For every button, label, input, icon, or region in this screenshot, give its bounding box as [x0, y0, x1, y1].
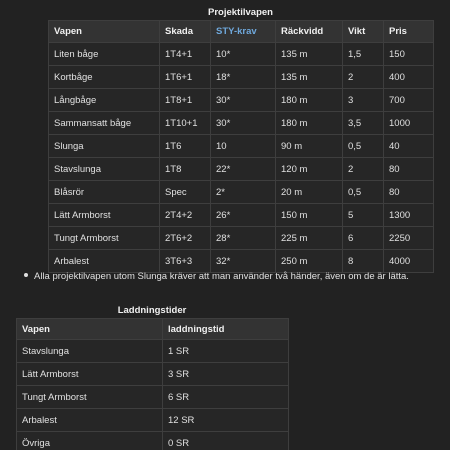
vapen-cell: Arbalest: [17, 409, 163, 432]
skada-cell: 1T6: [160, 135, 211, 158]
table-row: [49, 89, 434, 112]
laddningstid-cell: 6 SR: [163, 386, 289, 409]
vikt-cell: 3: [343, 89, 384, 112]
sty-krav-cell: 32*: [211, 250, 276, 273]
vapen-cell: Liten båge: [49, 43, 160, 66]
laddningstid-cell: 0 SR: [163, 432, 289, 450]
rackvidd-cell: 135 m: [276, 66, 343, 89]
vapen-cell: Tungt Armborst: [49, 227, 160, 250]
table-row: [17, 386, 289, 409]
rackvidd-cell: 225 m: [276, 227, 343, 250]
col-header-skada: Skada: [160, 21, 211, 43]
rackvidd-cell: 250 m: [276, 250, 343, 273]
sty-krav-cell: 30*: [211, 89, 276, 112]
pris-cell: 2250: [384, 227, 434, 250]
sty-krav-cell: 10: [211, 135, 276, 158]
vikt-cell: 3,5: [343, 112, 384, 135]
table-row: [49, 181, 434, 204]
vapen-cell: Stavslunga: [49, 158, 160, 181]
table-row: [17, 432, 289, 450]
sty-krav-cell: 30*: [211, 112, 276, 135]
vikt-cell: 2: [343, 66, 384, 89]
rackvidd-cell: 120 m: [276, 158, 343, 181]
laddningstid-cell: 12 SR: [163, 409, 289, 432]
sty-krav-cell: 10*: [211, 43, 276, 66]
rackvidd-cell: 20 m: [276, 181, 343, 204]
col-header-vapen: Vapen: [49, 21, 160, 43]
weapons-header-row: [49, 21, 434, 43]
col-header-pris: Pris: [384, 21, 434, 43]
weapons-table-caption: Projektilvapen: [208, 7, 273, 18]
reload-table: [16, 318, 289, 450]
vikt-cell: 8: [343, 250, 384, 273]
pris-cell: 80: [384, 181, 434, 204]
table-row: [49, 250, 434, 273]
laddningstid-cell: 1 SR: [163, 340, 289, 363]
table-row: [17, 363, 289, 386]
table-row: [17, 340, 289, 363]
pris-cell: 700: [384, 89, 434, 112]
vikt-cell: 0,5: [343, 135, 384, 158]
table-row: [49, 204, 434, 227]
table-row: [17, 409, 289, 432]
col-header-sty-krav[interactable]: STY-krav: [211, 21, 276, 43]
note-text: Alla projektilvapen utom Slunga kräver att man använder två händer, även om de är lätta.: [34, 271, 409, 282]
rackvidd-cell: 150 m: [276, 204, 343, 227]
pris-cell: 80: [384, 158, 434, 181]
skada-cell: 2T6+2: [160, 227, 211, 250]
col-header-vapen: Vapen: [17, 319, 163, 340]
sty-krav-cell: 26*: [211, 204, 276, 227]
skada-cell: 1T6+1: [160, 66, 211, 89]
skada-cell: 1T8+1: [160, 89, 211, 112]
col-header-vikt: Vikt: [343, 21, 384, 43]
vapen-cell: Blåsrör: [49, 181, 160, 204]
vapen-cell: Lätt Armborst: [49, 204, 160, 227]
skada-cell: 1T10+1: [160, 112, 211, 135]
vikt-cell: 6: [343, 227, 384, 250]
sty-krav-cell: 18*: [211, 66, 276, 89]
vapen-cell: Kortbåge: [49, 66, 160, 89]
bullet-icon: [24, 273, 28, 277]
vikt-cell: 1,5: [343, 43, 384, 66]
vapen-cell: Sammansatt båge: [49, 112, 160, 135]
table-row: [49, 66, 434, 89]
vapen-cell: Arbalest: [49, 250, 160, 273]
reload-header-row: [17, 319, 289, 340]
pris-cell: 4000: [384, 250, 434, 273]
skada-cell: 2T4+2: [160, 204, 211, 227]
vikt-cell: 5: [343, 204, 384, 227]
table-row: [49, 227, 434, 250]
table-row: [49, 43, 434, 66]
pris-cell: 1000: [384, 112, 434, 135]
table-row: [49, 135, 434, 158]
rackvidd-cell: 90 m: [276, 135, 343, 158]
pris-cell: 1300: [384, 204, 434, 227]
vapen-cell: Tungt Armborst: [17, 386, 163, 409]
pris-cell: 150: [384, 43, 434, 66]
col-header-rackvidd: Räckvidd: [276, 21, 343, 43]
pris-cell: 400: [384, 66, 434, 89]
weapons-table: [48, 20, 434, 273]
vapen-cell: Övriga: [17, 432, 163, 450]
pris-cell: 40: [384, 135, 434, 158]
col-header-laddningstid: laddningstid: [163, 319, 289, 340]
skada-cell: Spec: [160, 181, 211, 204]
rackvidd-cell: 180 m: [276, 89, 343, 112]
sty-krav-cell: 28*: [211, 227, 276, 250]
note-item: [24, 271, 409, 282]
table-row: [49, 112, 434, 135]
vapen-cell: Långbåge: [49, 89, 160, 112]
vikt-cell: 2: [343, 158, 384, 181]
skada-cell: 1T8: [160, 158, 211, 181]
skada-cell: 1T4+1: [160, 43, 211, 66]
vikt-cell: 0,5: [343, 181, 384, 204]
reload-table-caption: Laddningstider: [117, 305, 187, 316]
vapen-cell: Stavslunga: [17, 340, 163, 363]
rackvidd-cell: 135 m: [276, 43, 343, 66]
sty-krav-cell: 2*: [211, 181, 276, 204]
sty-krav-cell: 22*: [211, 158, 276, 181]
skada-cell: 3T6+3: [160, 250, 211, 273]
table-row: [49, 158, 434, 181]
vapen-cell: Slunga: [49, 135, 160, 158]
vapen-cell: Lätt Armborst: [17, 363, 163, 386]
laddningstid-cell: 3 SR: [163, 363, 289, 386]
rackvidd-cell: 180 m: [276, 112, 343, 135]
